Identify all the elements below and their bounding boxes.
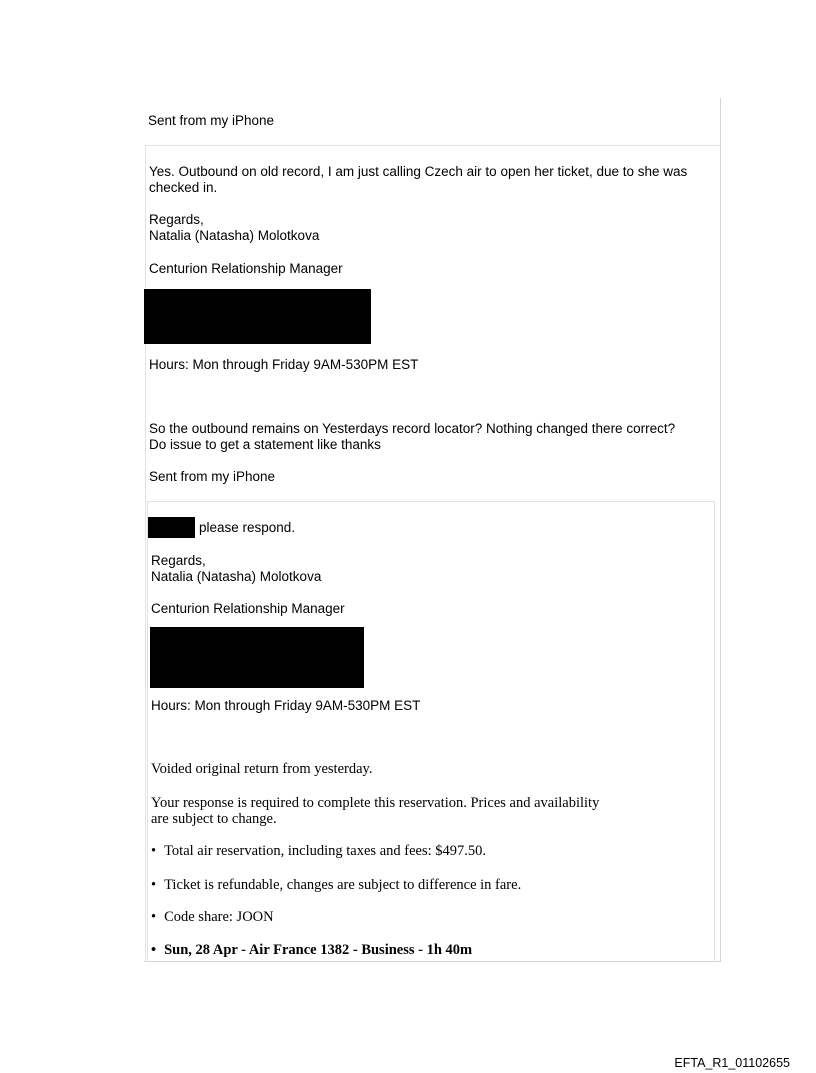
sent-from-iphone: Sent from my iPhone <box>148 113 275 128</box>
reservation-notice-line: Your response is required to complete this reservation. Prices and availability <box>151 795 600 811</box>
email-body-line: checked in. <box>149 180 218 195</box>
please-respond-text: please respond. <box>199 520 296 535</box>
email-body-line: Do issue to get a statement like thanks <box>149 437 381 452</box>
reservation-bullet: • Ticket is refundable, changes are subject to difference in fare. <box>151 877 521 893</box>
reservation-bullet: • Code share: JOON <box>151 909 274 925</box>
signature-name: Natalia (Natasha) Molotkova <box>151 569 322 584</box>
signature-hours: Hours: Mon through Friday 9AM-530PM EST <box>149 357 419 372</box>
redaction-block <box>144 289 371 344</box>
reservation-notice-line: are subject to change. <box>151 811 277 827</box>
document-id-footer: EFTA_R1_01102655 <box>674 1056 790 1070</box>
email-body-line: So the outbound remains on Yesterdays record locator? Nothing changed there correct? <box>149 421 676 436</box>
email-body-line: Yes. Outbound on old record, I am just calling Czech air to open her ticket, due to she was <box>149 164 688 179</box>
signature-regards: Regards, <box>149 212 204 227</box>
signature-title: Centurion Relationship Manager <box>149 261 343 276</box>
signature-regards: Regards, <box>151 553 206 568</box>
signature-hours: Hours: Mon through Friday 9AM-530PM EST <box>151 698 421 713</box>
reservation-voided-text: Voided original return from yesterday. <box>151 761 373 777</box>
flight-segment-bullet: • Sun, 28 Apr - Air France 1382 - Business - 1h 40m <box>151 942 472 958</box>
redaction-block <box>150 627 364 688</box>
sent-from-iphone: Sent from my iPhone <box>149 469 276 484</box>
signature-title: Centurion Relationship Manager <box>151 601 345 616</box>
redaction-block <box>148 517 195 538</box>
reservation-bullet: • Total air reservation, including taxes and fees: $497.50. <box>151 843 486 859</box>
signature-name: Natalia (Natasha) Molotkova <box>149 228 320 243</box>
